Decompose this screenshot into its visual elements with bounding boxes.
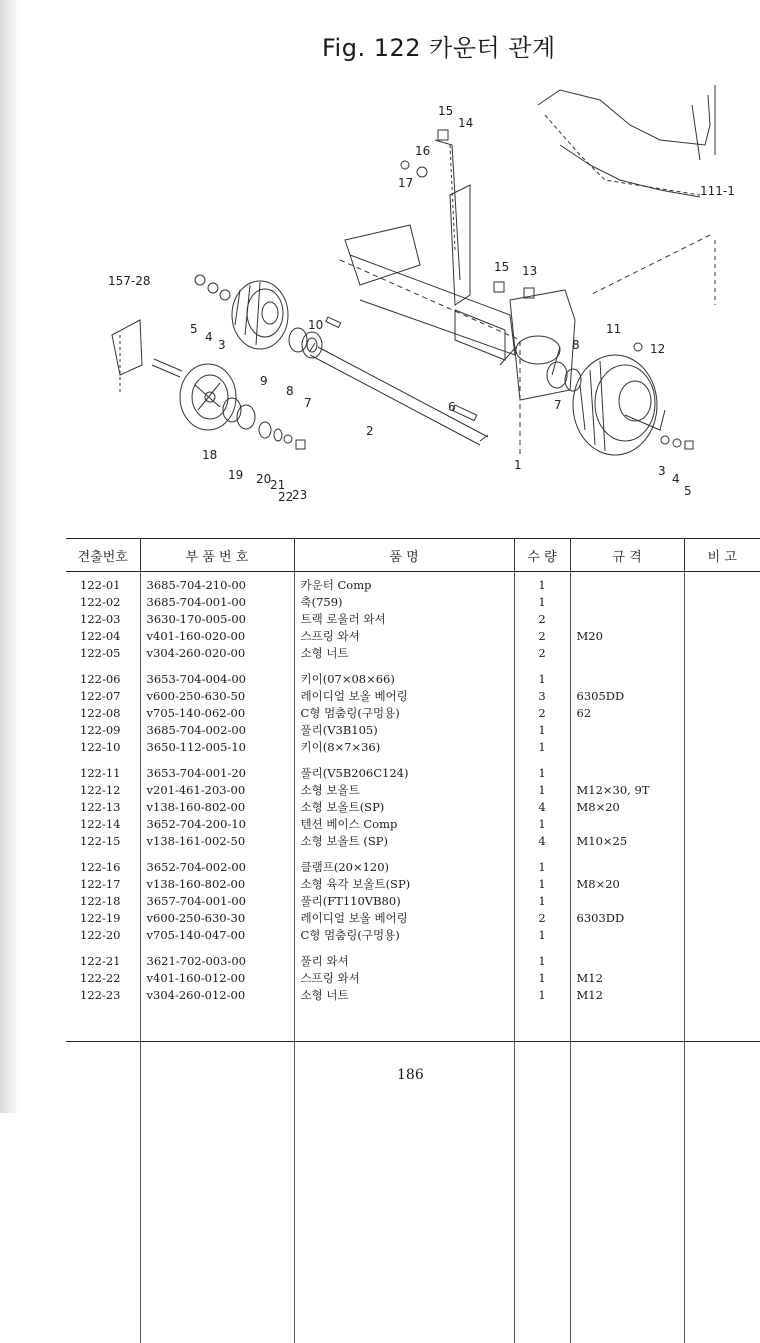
table-row bbox=[66, 627, 760, 644]
cell-note bbox=[684, 875, 760, 892]
cell-part-no: 3685-704-210-00 bbox=[140, 572, 294, 594]
table-row bbox=[66, 738, 760, 755]
pulley-9 bbox=[232, 281, 288, 349]
cell-part-no: v600-250-630-50 bbox=[140, 687, 294, 704]
cell-quantity: 1 bbox=[514, 781, 570, 798]
cell-ref-no: 122-13 bbox=[80, 799, 121, 814]
cell-part-name: 소형 너트 bbox=[294, 986, 514, 1003]
callout-label: 9 bbox=[260, 374, 268, 388]
cell-part-name: C형 멈춤링(구멍용) bbox=[294, 926, 514, 943]
callout-label: 8 bbox=[572, 338, 580, 352]
cell-part-no: v600-250-630-30 bbox=[140, 909, 294, 926]
table-row bbox=[66, 832, 760, 849]
cell-spec bbox=[570, 661, 684, 687]
bearing-7 bbox=[302, 332, 322, 358]
table-row bbox=[66, 644, 760, 661]
cell-note bbox=[684, 704, 760, 721]
cell-part-name: 소형 육각 보올트(SP) bbox=[294, 875, 514, 892]
callout-label: 13 bbox=[522, 264, 538, 278]
callout-label: 21 bbox=[270, 478, 286, 492]
cell-quantity: 1 bbox=[514, 572, 570, 594]
cell-part-no: 3650-112-005-10 bbox=[140, 738, 294, 755]
cell-quantity: 1 bbox=[514, 969, 570, 986]
bottom-rule bbox=[66, 1041, 760, 1042]
page-edge bbox=[0, 0, 22, 1113]
cell-spec: M12 bbox=[570, 986, 684, 1003]
callout-label: 19 bbox=[228, 468, 244, 482]
cell-quantity: 2 bbox=[514, 627, 570, 644]
cell-ref-no: 122-11 bbox=[80, 765, 121, 780]
cell-spec: M12 bbox=[570, 969, 684, 986]
cell-quantity: 1 bbox=[514, 875, 570, 892]
cell-ref-no: 122-12 bbox=[80, 782, 121, 797]
pulley-11 bbox=[573, 355, 657, 455]
callout-label: 111-1 bbox=[700, 184, 735, 198]
empty-cell bbox=[684, 1003, 760, 1343]
cell-ref-no: 122-02 bbox=[80, 594, 121, 609]
empty-cell bbox=[294, 1003, 514, 1343]
cell-quantity: 2 bbox=[514, 610, 570, 627]
cell-quantity: 1 bbox=[514, 943, 570, 969]
cell-note bbox=[684, 986, 760, 1003]
cell-spec bbox=[570, 610, 684, 627]
callout-label: 16 bbox=[415, 144, 431, 158]
cell-spec bbox=[570, 644, 684, 661]
cell-part-name: C형 멈춤링(구멍용) bbox=[294, 704, 514, 721]
cell-part-no: 3621-702-003-00 bbox=[140, 943, 294, 969]
table-row bbox=[66, 704, 760, 721]
cell-part-no: 3657-704-001-00 bbox=[140, 892, 294, 909]
cell-note bbox=[684, 781, 760, 798]
cell-spec bbox=[570, 755, 684, 781]
shaft bbox=[310, 347, 488, 445]
empty-cell bbox=[514, 1003, 570, 1343]
table-row bbox=[66, 721, 760, 738]
callout-label: 17 bbox=[398, 176, 414, 190]
tension-base bbox=[345, 225, 420, 285]
table-row bbox=[66, 849, 760, 875]
cell-quantity: 1 bbox=[514, 926, 570, 943]
cell-ref-no: 122-19 bbox=[80, 910, 121, 925]
cell-spec bbox=[570, 849, 684, 875]
cell-spec bbox=[570, 738, 684, 755]
cell-quantity: 1 bbox=[514, 593, 570, 610]
callout-label: 3 bbox=[658, 464, 666, 478]
tension-bracket bbox=[450, 185, 470, 305]
callout-label: 20 bbox=[256, 472, 272, 486]
cell-part-name: 풀리(V5B206C124) bbox=[294, 755, 514, 781]
cell-part-name: 텐션 베이스 Comp bbox=[294, 815, 514, 832]
parts-table bbox=[66, 538, 760, 1343]
cell-part-no: 3653-704-004-00 bbox=[140, 661, 294, 687]
cell-quantity: 1 bbox=[514, 755, 570, 781]
table-filler-row bbox=[66, 1003, 760, 1343]
cell-part-no: v304-260-012-00 bbox=[140, 986, 294, 1003]
cell-part-no: v304-260-020-00 bbox=[140, 644, 294, 661]
cell-spec bbox=[570, 721, 684, 738]
cell-part-name: 풀리(V3B105) bbox=[294, 721, 514, 738]
cell-spec: 62 bbox=[570, 704, 684, 721]
cell-ref-no: 122-01 bbox=[80, 577, 121, 592]
cell-quantity: 2 bbox=[514, 704, 570, 721]
cell-part-name: 풀리(FT110VB80) bbox=[294, 892, 514, 909]
callout-label: 2 bbox=[366, 424, 374, 438]
cell-part-name: 스프링 와셔 bbox=[294, 969, 514, 986]
cell-quantity: 1 bbox=[514, 738, 570, 755]
cell-ref-no: 122-07 bbox=[80, 688, 121, 703]
cell-note bbox=[684, 644, 760, 661]
header-spec: 규 격 bbox=[570, 539, 684, 572]
table-row bbox=[66, 755, 760, 781]
cell-part-no: 3685-704-001-00 bbox=[140, 593, 294, 610]
table-row bbox=[66, 875, 760, 892]
callout-label: 11 bbox=[606, 322, 622, 336]
cell-quantity: 1 bbox=[514, 849, 570, 875]
table-row bbox=[66, 892, 760, 909]
cell-ref-no: 122-09 bbox=[80, 722, 121, 737]
callout-label: 10 bbox=[308, 318, 324, 332]
cell-part-no: v138-161-002-50 bbox=[140, 832, 294, 849]
callout-label: 8 bbox=[286, 384, 294, 398]
cell-note bbox=[684, 832, 760, 849]
cell-part-no: v401-160-020-00 bbox=[140, 627, 294, 644]
table-row bbox=[66, 687, 760, 704]
clamp-16 bbox=[417, 167, 427, 177]
header-ref-no: 견출번호 bbox=[66, 539, 140, 572]
cell-ref-no: 122-03 bbox=[80, 611, 121, 626]
cell-part-name: 소형 너트 bbox=[294, 644, 514, 661]
callout-label: 14 bbox=[458, 116, 474, 130]
callout-label: 23 bbox=[292, 488, 308, 502]
cell-note bbox=[684, 815, 760, 832]
callout-label: 7 bbox=[304, 396, 312, 410]
cell-part-name: 축(759) bbox=[294, 593, 514, 610]
cell-spec bbox=[570, 572, 684, 594]
callout-label: 18 bbox=[202, 448, 218, 462]
cell-ref-no: 122-05 bbox=[80, 645, 121, 660]
cell-quantity: 4 bbox=[514, 798, 570, 815]
cell-note bbox=[684, 610, 760, 627]
cell-spec bbox=[570, 892, 684, 909]
cell-note bbox=[684, 798, 760, 815]
cell-part-no: v138-160-802-00 bbox=[140, 798, 294, 815]
cell-note bbox=[684, 909, 760, 926]
table-row bbox=[66, 815, 760, 832]
cell-spec: M20 bbox=[570, 627, 684, 644]
cell-ref-no: 122-20 bbox=[80, 927, 121, 942]
cell-note bbox=[684, 687, 760, 704]
cell-part-no: 3653-704-001-20 bbox=[140, 755, 294, 781]
cell-part-no: v705-140-062-00 bbox=[140, 704, 294, 721]
cell-note bbox=[684, 755, 760, 781]
cell-quantity: 1 bbox=[514, 892, 570, 909]
empty-cell bbox=[140, 1003, 294, 1343]
cell-part-no: 3652-704-200-10 bbox=[140, 815, 294, 832]
cell-note bbox=[684, 926, 760, 943]
table-row bbox=[66, 798, 760, 815]
figure-title: Fig. 122 카운터 관계 bbox=[322, 34, 556, 62]
bracket-157-28 bbox=[112, 320, 142, 375]
cell-part-name: 레이디얼 보올 베어링 bbox=[294, 687, 514, 704]
cell-quantity: 3 bbox=[514, 687, 570, 704]
cell-ref-no: 122-16 bbox=[80, 859, 121, 874]
cell-note bbox=[684, 969, 760, 986]
bolt-15 bbox=[438, 130, 448, 140]
cell-note bbox=[684, 661, 760, 687]
cell-note bbox=[684, 738, 760, 755]
callout-label: 12 bbox=[650, 342, 666, 356]
cell-part-name: 키이(07×08×66) bbox=[294, 661, 514, 687]
header-note: 비 고 bbox=[684, 539, 760, 572]
cell-part-name: 소형 보올트(SP) bbox=[294, 798, 514, 815]
table-row bbox=[66, 661, 760, 687]
cell-spec: M12×30, 9T bbox=[570, 781, 684, 798]
cell-quantity: 1 bbox=[514, 721, 570, 738]
cell-ref-no: 122-22 bbox=[80, 970, 121, 985]
exploded-parts-diagram bbox=[60, 85, 760, 525]
cell-quantity: 2 bbox=[514, 909, 570, 926]
callout-label: 22 bbox=[278, 490, 294, 504]
cell-part-no: 3685-704-002-00 bbox=[140, 721, 294, 738]
cell-part-name: 스프링 와셔 bbox=[294, 627, 514, 644]
cell-part-name: 소형 보올트 bbox=[294, 781, 514, 798]
cell-note bbox=[684, 721, 760, 738]
header-quantity: 수 량 bbox=[514, 539, 570, 572]
cell-ref-no: 122-10 bbox=[80, 739, 121, 754]
cell-part-no: v705-140-047-00 bbox=[140, 926, 294, 943]
cell-quantity: 1 bbox=[514, 986, 570, 1003]
table-row bbox=[66, 610, 760, 627]
callout-label: 3 bbox=[218, 338, 226, 352]
cell-note bbox=[684, 572, 760, 594]
cell-ref-no: 122-21 bbox=[80, 953, 121, 968]
callout-label: 15 bbox=[438, 104, 454, 118]
empty-cell bbox=[66, 1003, 140, 1343]
cell-ref-no: 122-23 bbox=[80, 987, 121, 1002]
callout-label: 5 bbox=[684, 484, 692, 498]
cell-part-name: 키이(8×7×36) bbox=[294, 738, 514, 755]
cell-note bbox=[684, 593, 760, 610]
table-row bbox=[66, 969, 760, 986]
table-row bbox=[66, 986, 760, 1003]
cell-ref-no: 122-18 bbox=[80, 893, 121, 908]
cell-note bbox=[684, 943, 760, 969]
bearing-7b bbox=[547, 362, 567, 388]
table-row bbox=[66, 926, 760, 943]
callout-label: 4 bbox=[205, 330, 213, 344]
bolt-15b bbox=[494, 282, 504, 292]
cell-ref-no: 122-06 bbox=[80, 671, 121, 686]
cell-quantity: 4 bbox=[514, 832, 570, 849]
cell-part-no: v401-160-012-00 bbox=[140, 969, 294, 986]
cell-ref-no: 122-04 bbox=[80, 628, 121, 643]
callout-label: 6 bbox=[448, 400, 456, 414]
callout-label: 15 bbox=[494, 260, 510, 274]
callout-label: 4 bbox=[672, 472, 680, 486]
cell-part-name: 풀리 와셔 bbox=[294, 943, 514, 969]
cell-part-name: 트랙 로울러 와셔 bbox=[294, 610, 514, 627]
cell-note bbox=[684, 892, 760, 909]
table-header-row bbox=[66, 539, 760, 572]
cell-note bbox=[684, 849, 760, 875]
cell-part-no: 3652-704-002-00 bbox=[140, 849, 294, 875]
cell-ref-no: 122-17 bbox=[80, 876, 121, 891]
table-row bbox=[66, 572, 760, 594]
table-row bbox=[66, 781, 760, 798]
cell-spec: M10×25 bbox=[570, 832, 684, 849]
cell-ref-no: 122-15 bbox=[80, 833, 121, 848]
cell-spec bbox=[570, 926, 684, 943]
cell-spec: M8×20 bbox=[570, 875, 684, 892]
cell-part-name: 카운터 Comp bbox=[294, 572, 514, 594]
cell-spec: 6305DD bbox=[570, 687, 684, 704]
cell-part-name: 클램프(20×120) bbox=[294, 849, 514, 875]
cell-part-no: v201-461-203-00 bbox=[140, 781, 294, 798]
cell-spec: M8×20 bbox=[570, 798, 684, 815]
cell-note bbox=[684, 627, 760, 644]
callout-label: 157-28 bbox=[108, 274, 151, 288]
key-10 bbox=[326, 317, 341, 327]
cell-part-name: 레이디얼 보올 베어링 bbox=[294, 909, 514, 926]
empty-cell bbox=[570, 1003, 684, 1343]
cell-spec bbox=[570, 815, 684, 832]
cell-quantity: 1 bbox=[514, 661, 570, 687]
cell-part-no: 3630-170-005-00 bbox=[140, 610, 294, 627]
cell-spec bbox=[570, 943, 684, 969]
header-part-no: 부 품 번 호 bbox=[140, 539, 294, 572]
table-row bbox=[66, 943, 760, 969]
table-row bbox=[66, 909, 760, 926]
cell-quantity: 2 bbox=[514, 644, 570, 661]
cell-spec bbox=[570, 593, 684, 610]
c-ring-8 bbox=[289, 328, 307, 352]
cell-part-name: 소형 보올트 (SP) bbox=[294, 832, 514, 849]
callout-label: 5 bbox=[190, 322, 198, 336]
callout-label: 1 bbox=[514, 458, 522, 472]
page-number: 186 bbox=[397, 1067, 424, 1083]
key-6 bbox=[452, 405, 476, 421]
header-part-name: 품 명 bbox=[294, 539, 514, 572]
cell-spec: 6303DD bbox=[570, 909, 684, 926]
cell-ref-no: 122-14 bbox=[80, 816, 121, 831]
callout-label: 7 bbox=[554, 398, 562, 412]
cell-part-no: v138-160-802-00 bbox=[140, 875, 294, 892]
cell-quantity: 1 bbox=[514, 815, 570, 832]
cell-ref-no: 122-08 bbox=[80, 705, 121, 720]
table-row bbox=[66, 593, 760, 610]
